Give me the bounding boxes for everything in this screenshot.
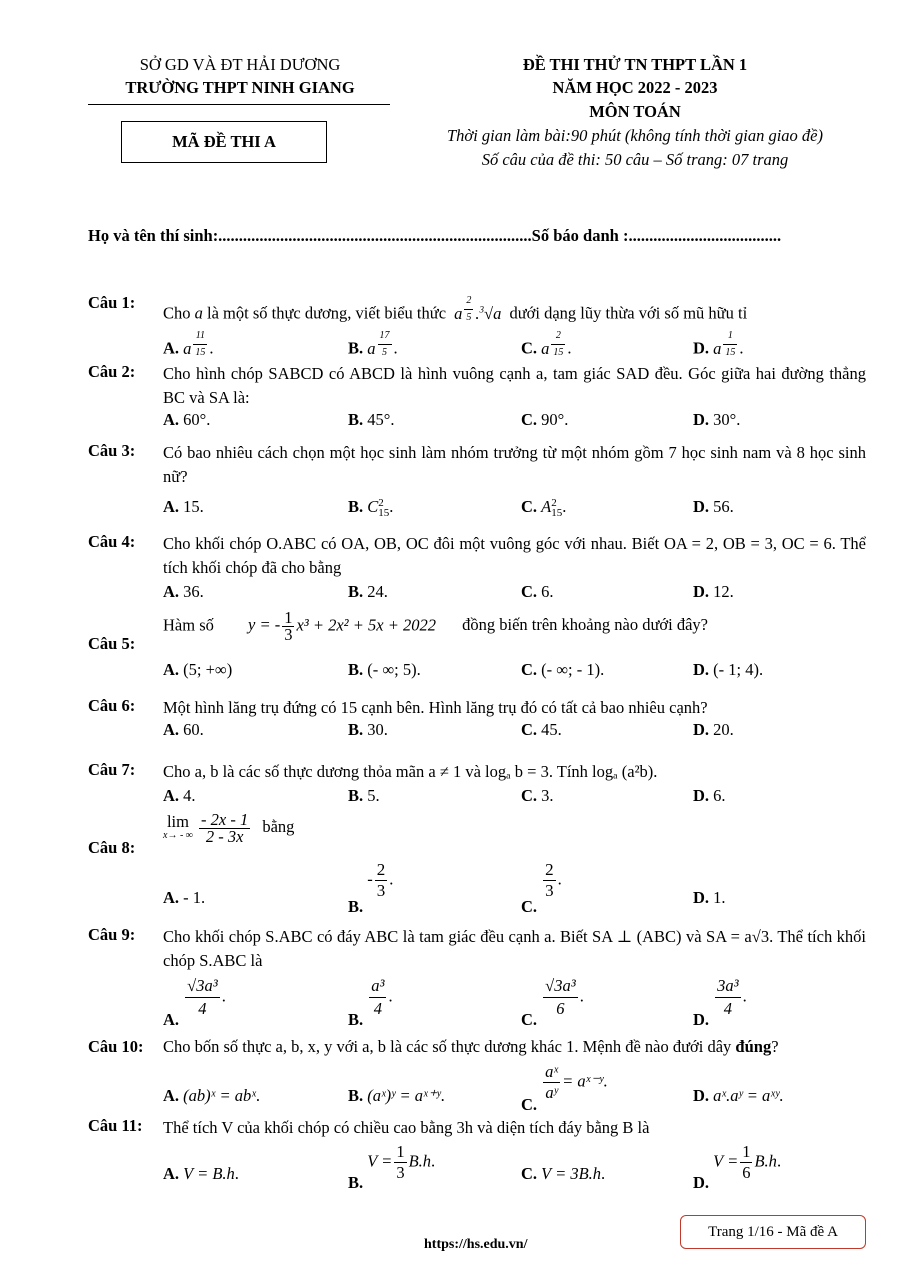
question-9-text: Cho khối chóp S.ABC có đáy ABC là tam giác đều cạnh a. Biết SA ⊥ (ABC) và SA = a√3. Thể tích khối chóp S.ABC là xyxy=(163,927,866,970)
time-line: Thời gian làm bài:90 phút (không tính thời gian giao đề) xyxy=(446,126,823,145)
q6-option-b[interactable]: B. 30. xyxy=(348,720,388,739)
student-info-line: Họ và tên thí sinh:............................................................................Số báo danh :..................................... xyxy=(88,226,782,245)
q11-option-b[interactable]: B. V = $\frac{1}{3}$ B.h. xyxy=(348,1142,436,1193)
q7-option-d[interactable]: D. 6. xyxy=(693,786,726,805)
question-11-text: Thể tích V của khối chóp có chiều cao bằng 3h và diện tích đáy bằng B là xyxy=(163,1118,650,1137)
question-4-text: Cho khối chóp O.ABC có OA, OB, OC đôi một vuông góc với nhau. Biết OA = 2, OB = 3, OC = 6. Thể tích khối chóp đã cho bằng xyxy=(163,534,866,577)
q9-option-d[interactable]: D. $\frac{\text{3a³}}{4}$ . xyxy=(693,976,747,1030)
school-year: NĂM HỌC 2022 - 2023 xyxy=(552,78,718,97)
exam-title: ĐỀ THI THỬ TN THPT LẦN 1 xyxy=(522,55,748,74)
q7-option-c[interactable]: C. 3. xyxy=(521,786,554,805)
q10-option-b[interactable]: B. (aˣ)ʸ = aˣ⁺ʸ. xyxy=(348,1086,445,1105)
q11-option-a[interactable]: A. V = B.h. xyxy=(163,1164,239,1183)
q4-option-b[interactable]: B. 24. xyxy=(348,582,388,601)
q9-option-b[interactable]: B. $\frac{\text{a³}}{4}$ . xyxy=(348,976,393,1030)
question-8-label: Câu 8: xyxy=(88,838,136,857)
department-name: SỞ GD VÀ ĐT HẢI DƯƠNG xyxy=(139,55,341,74)
question-6-text: Một hình lăng trụ đứng có 15 cạnh bên. Hình lăng trụ đó có tất cả bao nhiêu cạnh? xyxy=(163,698,708,717)
q4-option-c[interactable]: C. 6. xyxy=(521,582,554,601)
question-1-label: Câu 1: xyxy=(88,293,136,312)
q2-option-a[interactable]: A. 60°. xyxy=(163,410,211,429)
q5-option-b[interactable]: B. (- ∞; 5). xyxy=(348,660,421,679)
question-2-text: Cho hình chóp SABCD có ABCD là hình vuông cạnh a, tam giác SAD đều. Góc giữa hai đường thẳng BC và SA là: xyxy=(163,364,866,407)
q1-option-a[interactable]: A. a $^{\frac{11}{15}}$ . xyxy=(163,330,214,358)
question-4-label: Câu 4: xyxy=(88,532,136,551)
question-3-label: Câu 3: xyxy=(88,441,136,460)
q10-option-c[interactable]: C. $\frac{\text{aˣ}}{\text{aʸ}}$ = aˣ⁻ʸ. xyxy=(521,1062,608,1115)
page-number-badge: Trang 1/16 - Mã đề A xyxy=(680,1215,866,1249)
question-2-label: Câu 2: xyxy=(88,362,136,381)
q3-option-d[interactable]: D. 56. xyxy=(693,497,734,516)
q1-option-c[interactable]: C. a $^{\frac{2}{15}}$ . xyxy=(521,330,572,358)
q1-option-d[interactable]: D. a $^{\frac{1}{15}}$ . xyxy=(693,330,744,358)
q6-option-c[interactable]: C. 45. xyxy=(521,720,562,739)
q7-option-a[interactable]: A. 4. xyxy=(163,786,196,805)
q2-option-b[interactable]: B. 45°. xyxy=(348,410,395,429)
q5-option-a[interactable]: A. (5; +∞) xyxy=(163,660,233,679)
q10-option-d[interactable]: D. aˣ.aʸ = aˣʸ. xyxy=(693,1086,784,1105)
q4-option-a[interactable]: A. 36. xyxy=(163,582,204,601)
q7-option-b[interactable]: B. 5. xyxy=(348,786,380,805)
question-10-text: Cho bốn số thực a, b, x, y với a, b là các số thực dương khác 1. Mệnh đề nào đưới dây đúng? xyxy=(163,1037,779,1056)
school-name: TRƯỜNG THPT NINH GIANG xyxy=(125,78,355,97)
question-10-label: Câu 10: xyxy=(88,1037,144,1056)
header-divider xyxy=(88,104,390,105)
exam-code-box: MÃ ĐỀ THI A xyxy=(121,121,327,163)
q5-option-c[interactable]: C. (- ∞; - 1). xyxy=(521,660,605,679)
q2-option-c[interactable]: C. 90°. xyxy=(521,410,569,429)
q11-option-c[interactable]: C. V = 3B.h. xyxy=(521,1164,606,1183)
q8-option-d[interactable]: D. 1. xyxy=(693,888,726,907)
q9-option-c[interactable]: C. $\frac{\text{√3a³}}{6}$ . xyxy=(521,976,584,1030)
question-3-text: Có bao nhiêu cách chọn một học sinh làm nhóm trưởng từ một nhóm gồm 7 học sinh nam và 8 học sinh nữ? xyxy=(163,443,866,486)
question-11-label: Câu 11: xyxy=(88,1116,143,1135)
q9-option-a[interactable]: A. $\frac{\text{√3a³}}{4}$ . xyxy=(163,976,226,1030)
question-8-text: lim x→ - ∞ $\frac{- 2x - 1}{2 - 3x}$ bằng xyxy=(163,810,295,846)
q3-option-a[interactable]: A. 15. xyxy=(163,497,204,516)
q8-option-b[interactable]: B. - $\frac{2}{3}$ . xyxy=(348,860,394,917)
subject: MÔN TOÁN xyxy=(589,102,681,121)
q4-option-d[interactable]: D. 12. xyxy=(693,582,734,601)
q1-option-b[interactable]: B. a $^{\frac{17}{5}}$ . xyxy=(348,330,398,358)
q8-option-c[interactable]: C. $\frac{2}{3}$ . xyxy=(521,860,562,917)
q6-option-d[interactable]: D. 20. xyxy=(693,720,734,739)
q2-option-d[interactable]: D. 30°. xyxy=(693,410,741,429)
q3-option-c[interactable]: C. A 2 15 . xyxy=(521,497,567,520)
question-6-label: Câu 6: xyxy=(88,696,136,715)
question-5-label: Câu 5: xyxy=(88,634,136,653)
q10-option-a[interactable]: A. (ab)ˣ = abˣ. xyxy=(163,1086,260,1105)
count-line: Số câu của đề thi: 50 câu – Số trang: 07 trang xyxy=(481,150,789,169)
question-9-label: Câu 9: xyxy=(88,925,136,944)
question-7-text: Cho a, b là các số thực dương thỏa mãn a ≠ 1 và logₐ b = 3. Tính logₐ (a²b). xyxy=(163,762,658,781)
q3-option-b[interactable]: B. C 2 15 . xyxy=(348,497,394,520)
q11-option-d[interactable]: D. V = $\frac{1}{6}$ B.h. xyxy=(693,1142,782,1193)
question-5-text: Hàm số y = - $\frac{1}{3}$ x³ + 2x² + 5x + 2022 đồng biến trên khoảng nào dưới đây? xyxy=(163,608,708,644)
footer-url[interactable]: https://hs.edu.vn/ xyxy=(424,1237,528,1252)
q5-option-d[interactable]: D. (- 1; 4). xyxy=(693,660,764,679)
question-1-text: Cho a là một số thực dương, viết biểu thức a $^{\frac{2}{5}}$ .$^3$√a dưới dạng lũy thừa với số mũ hữu tỉ xyxy=(163,295,748,323)
q6-option-a[interactable]: A. 60. xyxy=(163,720,204,739)
q8-option-a[interactable]: A. - 1. xyxy=(163,888,206,907)
question-7-label: Câu 7: xyxy=(88,760,136,779)
